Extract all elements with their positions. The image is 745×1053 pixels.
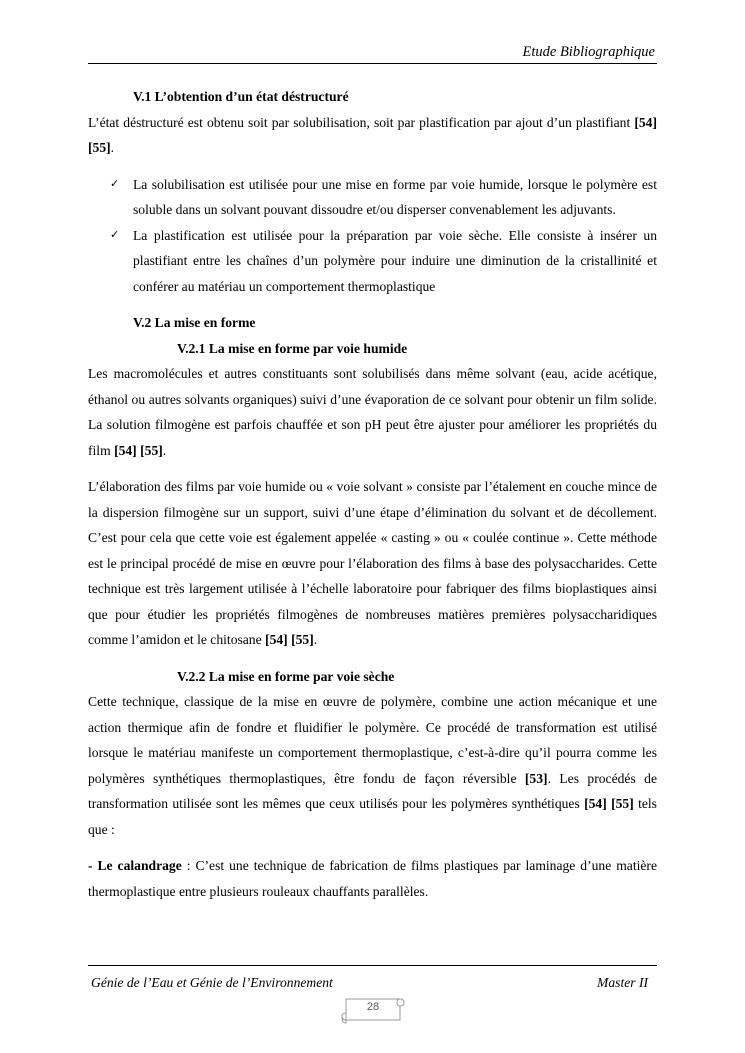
footer-department: Génie de l’Eau et Génie de l’Environnement: [91, 975, 333, 990]
checkmark-icon: ✓: [110, 228, 120, 241]
list-item: ✓ La plastification est utilisée pour la préparation par voie sèche. Elle consiste à insérer un plastifiant entre les chaînes d’un polymère pour induire une diminution de la cristallinité et conférer au matériau un comportement thermoplastique: [88, 223, 657, 300]
subsection-heading-v2-2: V.2.2 La mise en forme par voie sèche: [177, 668, 395, 684]
term-calandrage: - Le calandrage: [88, 858, 182, 873]
footer-degree: Master II: [597, 975, 648, 990]
running-header-title: Etude Bibliographique: [522, 44, 655, 60]
citation: [54]: [265, 632, 288, 647]
citation: [55]: [88, 140, 111, 155]
header-divider: [88, 63, 657, 64]
page-number-scroll: [340, 996, 406, 1026]
citation: [54]: [114, 442, 137, 458]
checkmark-icon: ✓: [110, 177, 120, 190]
citation: [53]: [524, 770, 548, 786]
section-heading-v2: V.2 La mise en forme: [133, 315, 256, 330]
paragraph-v1-intro: L’état déstructuré est obtenu soit par solubilisation, soit par plastification par ajout d’un plastifiant [54] [55].: [88, 114, 657, 155]
paragraph-v21-1: Les macromolécules et autres constituants sont solubilisés dans même solvant (eau, acide acétique, éthanol ou autres solvants organiques) suivi d’une évaporation de ce solvant pour obtenir un film solide. La solution filmogène est parfois chauffée et son pH peut être ajuster pour améliorer les propriétés du film [54] [55].: [88, 366, 657, 458]
citation: [54]: [634, 114, 657, 130]
list-item: ✓ La solubilisation est utilisée pour une mise en forme par voie humide, lorsque le polymère est soluble dans un solvant pouvant dissoudre et/ou disperser convenablement les adjuvants.: [88, 172, 657, 223]
section-heading-v1: V.1 L’obtention d’un état déstructuré: [133, 89, 349, 104]
citation: [55]: [140, 442, 163, 458]
footer-divider: [88, 965, 657, 966]
citation: [55]: [291, 632, 314, 647]
paragraph-v22-calandrage: - Le calandrage : C’est une technique de fabrication de films plastiques par laminage d’une matière thermoplastique entre plusieurs rouleaux chauffants parallèles.: [88, 858, 657, 899]
subsection-heading-v2-1: V.2.1 La mise en forme par voie humide: [177, 340, 408, 356]
paragraph-v22-1: Cette technique, classique de la mise en œuvre de polymère, combine une action mécanique et une action thermique afin de fondre et fluidifier le polymère. Ce procédé de transformation est utilisé lorsque le matériau manifeste un comportement thermoplastique, c’est-à-dire qu’il pourra comme les polymères synthétiques thermoplastiques, être fondu de façon réversible [53]. Les procédés de transformation utilisée sont les mêmes que ceux utilisés pour les polymères synthétiques [54] [55] tels que :: [88, 694, 657, 837]
citation: [55]: [611, 796, 634, 811]
page-body: [88, 84, 657, 904]
citation: [54]: [584, 796, 607, 811]
page-number: 28: [366, 1001, 380, 1013]
paragraph-v21-2: L’élaboration des films par voie humide ou « voie solvant » consiste par l’étalement en couche mince de la dispersion filmogène sur un support, suivi d’une étape d’élimination du solvant et de décollement. C’est pour cela que cette voie est également appelée « casting » ou « coulée continue ». Cette méthode est le principal procédé de mise en œuvre pour l’élaboration des films à base des polysaccharides. Cette technique est très largement utilisée à l’échelle laboratoire pour fabriquer des films bioplastiques ainsi que pour étudier les propriétés filmogènes de nombreuses matières premières polysaccharidiques comme l’amidon et le chitosane [54] [55].: [88, 479, 657, 647]
bullet-list: [88, 172, 657, 300]
